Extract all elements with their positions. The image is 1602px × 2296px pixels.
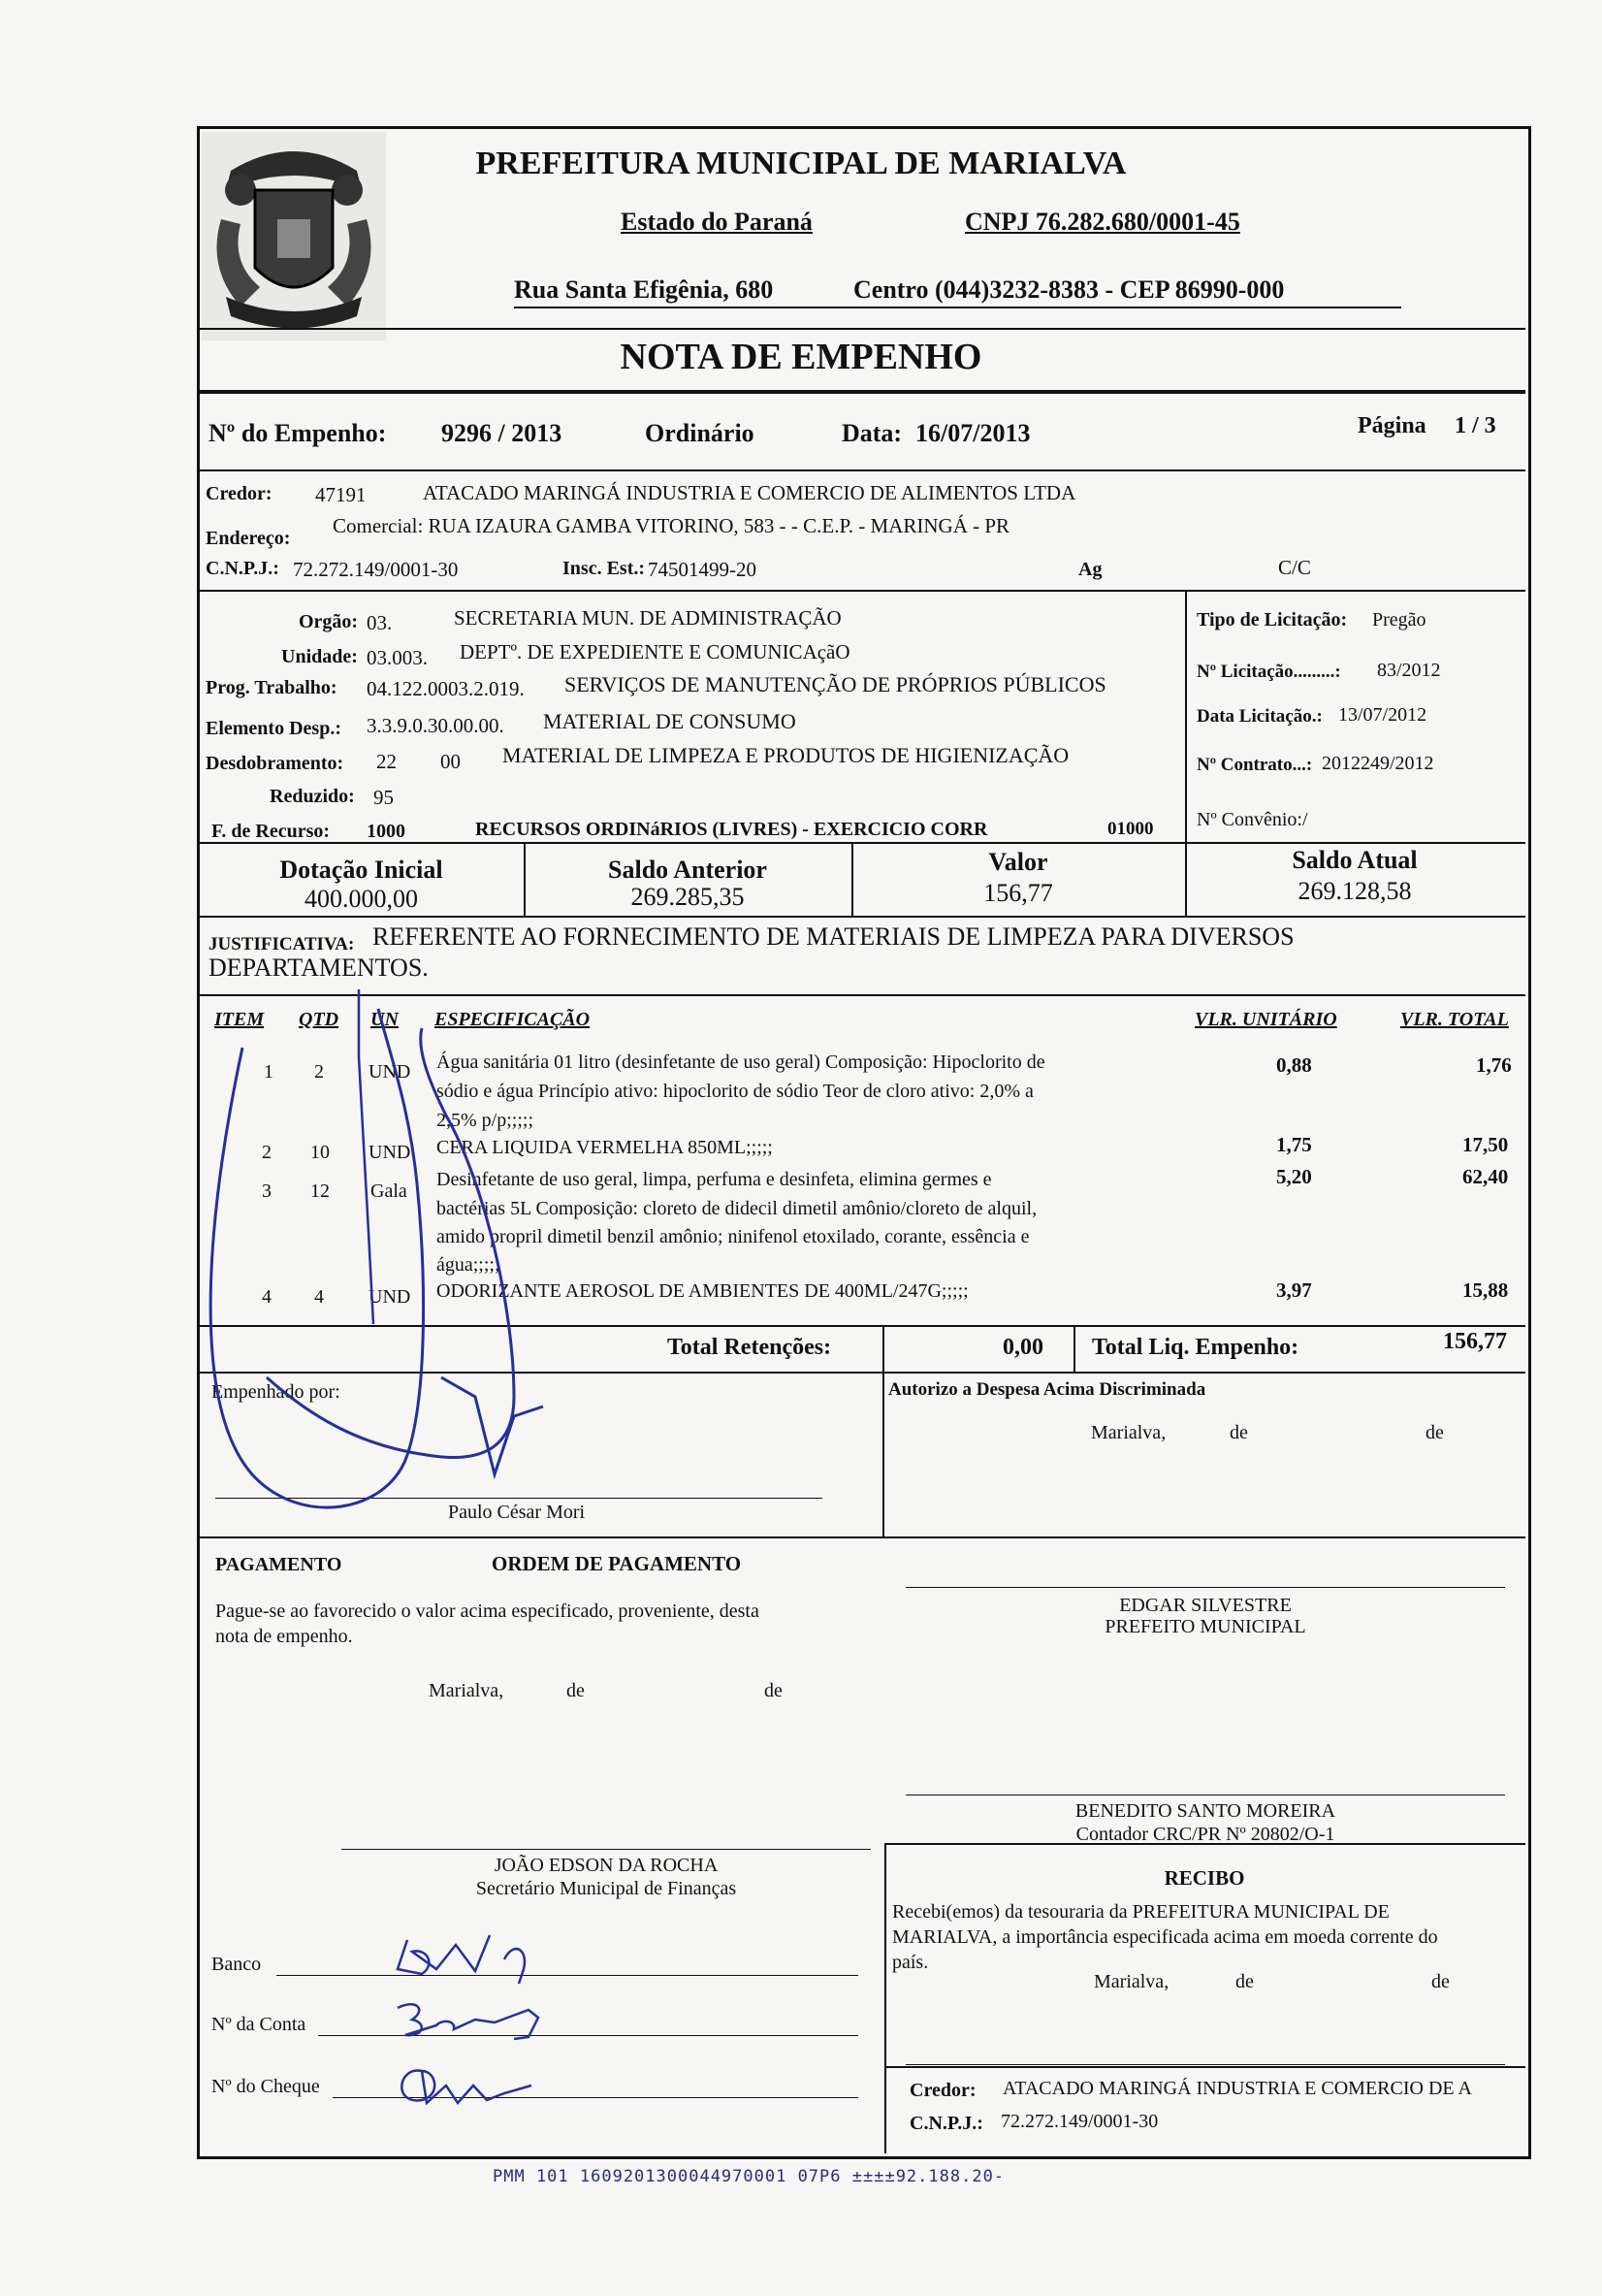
- unidade-code: 03.003.: [367, 646, 428, 669]
- item-number: 4: [262, 1286, 272, 1308]
- item-spec-line: CERA LIQUIDA VERMELHA 850ML;;;;;: [436, 1137, 773, 1158]
- header-address: Centro (044)3232-8383 - CEP 86990-000: [853, 275, 1285, 304]
- contador-name: BENEDITO SANTO MOREIRA: [1074, 1800, 1336, 1822]
- divider: [199, 916, 1525, 918]
- item-total-value: 17,50: [1462, 1133, 1509, 1156]
- item-unit-value: 3,97: [1276, 1278, 1312, 1302]
- items-col-vlr-unit: VLR. UNITÁRIO: [1195, 1009, 1337, 1030]
- divider: [199, 469, 1525, 471]
- item-spec-line: Desinfetante de uso geral, limpa, perfuma e desinfeta, elimina germes e: [436, 1169, 992, 1190]
- credor-cnpj: 72.272.149/0001-30: [293, 558, 459, 581]
- secretario-role: Secretário Municipal de Finanças: [475, 1878, 737, 1899]
- divider: [1073, 1325, 1075, 1374]
- bottom-stamp: PMM 101 1609201300044970001 07P6 ±±±±92.188.20-: [493, 2167, 1006, 2186]
- item-qtd: 10: [310, 1142, 330, 1163]
- secretario-name: JOÃO EDSON DA ROCHA: [494, 1855, 719, 1876]
- recibo-text-line3: país.: [892, 1952, 929, 1973]
- conta-label: Nº da Conta: [211, 2014, 306, 2035]
- pagamento-de2: de: [764, 1680, 783, 1701]
- empenho-number: 9296 / 2013: [441, 419, 562, 447]
- handwritten-signature-icon: [194, 989, 659, 1533]
- header-street: Rua Santa Efigênia, 680: [514, 275, 774, 304]
- orgao-code: 03.: [367, 611, 393, 634]
- saldo-atual-label: Saldo Atual: [1292, 846, 1418, 874]
- reduzido-label: Reduzido:: [270, 786, 355, 807]
- prog-name: SERVIÇOS DE MANUTENÇÃO DE PRÓPRIOS PÚBLICOS: [564, 672, 1106, 696]
- contrato-number: 2012249/2012: [1322, 753, 1434, 774]
- item-unit-value: 0,88: [1276, 1053, 1312, 1077]
- item-qtd: 12: [310, 1180, 330, 1202]
- recibo-place: Marialva,: [1094, 1971, 1169, 1992]
- licitacao-number: 83/2012: [1377, 660, 1441, 681]
- cnpj-label: C.N.P.J.:: [206, 558, 279, 579]
- item-number: 1: [264, 1061, 273, 1083]
- prog-code: 04.122.0003.2.019.: [367, 677, 525, 700]
- recurso-code: 1000: [367, 821, 405, 842]
- item-number: 2: [262, 1142, 272, 1163]
- item-un: UND: [368, 1061, 411, 1083]
- header-underline: [514, 307, 1401, 308]
- saldo-anterior-value: 269.285,35: [630, 883, 745, 911]
- recibo-de1: de: [1235, 1971, 1254, 1992]
- page-label: Página: [1358, 413, 1426, 438]
- prefeito-name: EDGAR SILVESTRE: [1119, 1595, 1292, 1616]
- item-unit-value: 1,75: [1276, 1133, 1312, 1156]
- ag-label: Ag: [1078, 559, 1103, 580]
- pagamento-place: Marialva,: [429, 1680, 504, 1701]
- reduzido-value: 95: [373, 786, 394, 809]
- credor-code: 47191: [315, 483, 367, 506]
- divider: [882, 1372, 884, 1536]
- justificativa-line1: REFERENTE AO FORNECIMENTO DE MATERIAIS DE LIMPEZA PARA DIVERSOS: [372, 922, 1295, 951]
- recibo-de2: de: [1431, 1971, 1450, 1992]
- elemento-name: MATERIAL DE CONSUMO: [543, 709, 796, 733]
- recibo-text-line2: MARIALVA, a importância especificada acima em moeda corrente do: [892, 1926, 1438, 1948]
- empenho-date-label: Data:: [842, 419, 903, 447]
- autorizo-de2: de: [1426, 1422, 1444, 1443]
- items-col-spec: ESPECIFICAÇÃO: [434, 1009, 591, 1030]
- credor-label: Credor:: [206, 483, 272, 504]
- empenhado-name: Paulo César Mori: [448, 1502, 586, 1523]
- page-title: PREFEITURA MUNICIPAL DE MARIALVA: [475, 146, 1127, 181]
- page-number: 1 / 3: [1455, 413, 1496, 438]
- total-liquido-value: 156,77: [1443, 1329, 1507, 1354]
- divider: [882, 1325, 884, 1374]
- signature-line: [341, 1849, 871, 1850]
- rodape-cnpj: 72.272.149/0001-30: [1001, 2111, 1159, 2132]
- item-unit-value: 5,20: [1276, 1165, 1312, 1188]
- rodape-cnpj-label: C.N.P.J.:: [910, 2113, 983, 2134]
- signature-line: [906, 1587, 1505, 1588]
- dotacao-label: Dotação Inicial: [279, 856, 443, 884]
- divider: [884, 2066, 1525, 2068]
- recurso-name: RECURSOS ORDINáRIOS (LIVRES) - EXERCICIO CORR: [475, 819, 988, 840]
- desdob-name: MATERIAL DE LIMPEZA E PRODUTOS DE HIGIENIZAÇÃO: [502, 743, 1070, 767]
- total-liquido-label: Total Liq. Empenho:: [1092, 1335, 1299, 1360]
- tipo-licitacao: Pregão: [1372, 609, 1426, 631]
- recibo-text-line1: Recebi(emos) da tesouraria da PREFEITURA MUNICIPAL DE: [892, 1901, 1390, 1923]
- retencoes-value: 0,00: [1003, 1335, 1043, 1360]
- divider: [199, 328, 1525, 330]
- orgao-label: Orgão:: [299, 611, 359, 632]
- pagamento-label: PAGAMENTO: [215, 1554, 342, 1575]
- item-spec-line: água;;;;;: [436, 1254, 500, 1276]
- item-total-value: 62,40: [1462, 1165, 1509, 1188]
- dotacao-value: 400.000,00: [304, 885, 418, 913]
- pagamento-de1: de: [566, 1680, 585, 1701]
- orgao-name: SECRETARIA MUN. DE ADMINISTRAÇÃO: [454, 606, 842, 630]
- tipo-licitacao-label: Tipo de Licitação:: [1197, 609, 1348, 631]
- saldo-anterior-label: Saldo Anterior: [608, 856, 767, 884]
- item-un: UND: [368, 1286, 411, 1308]
- pagamento-text-line2: nota de empenho.: [215, 1626, 353, 1647]
- item-qtd: 4: [314, 1286, 324, 1308]
- recurso-label: F. de Recurso:: [211, 821, 331, 842]
- contrato-label: Nº Contrato...:: [1197, 755, 1313, 775]
- item-spec-line: 2,5% p/p;;;;;: [436, 1110, 533, 1131]
- item-total-value: 15,88: [1462, 1278, 1509, 1302]
- item-number: 3: [262, 1180, 272, 1202]
- prog-label: Prog. Trabalho:: [206, 677, 337, 698]
- items-col-item: ITEM: [214, 1009, 265, 1030]
- items-col-un: UN: [370, 1009, 399, 1030]
- divider: [199, 842, 1525, 844]
- divider: [199, 590, 1525, 592]
- contador-role: Contador CRC/PR Nº 20802/O-1: [1075, 1824, 1335, 1845]
- empenhado-label: Empenhado por:: [211, 1381, 340, 1403]
- divider: [1185, 590, 1187, 842]
- insc-label: Insc. Est.:: [562, 558, 646, 579]
- recibo-label: RECIBO: [1164, 1866, 1245, 1890]
- autorizo-label: Autorizo a Despesa Acima Discriminada: [888, 1379, 1206, 1400]
- header-cnpj: CNPJ 76.282.680/0001-45: [965, 208, 1240, 236]
- convenio-label: Nº Convênio:/: [1197, 809, 1308, 830]
- retencoes-label: Total Retenções:: [667, 1335, 832, 1360]
- divider: [884, 1843, 1525, 1845]
- document-title: NOTA DE EMPENHO: [620, 337, 982, 377]
- autorizo-de1: de: [1230, 1422, 1248, 1443]
- saldo-atual-value: 269.128,58: [1298, 877, 1412, 905]
- unidade-label: Unidade:: [281, 646, 358, 667]
- items-col-qtd: QTD: [299, 1009, 339, 1030]
- rodape-credor-name: ATACADO MARINGÁ INDUSTRIA E COMERCIO DE A: [1003, 2078, 1472, 2099]
- desdob-label: Desdobramento:: [206, 753, 344, 774]
- licitacao-date-label: Data Licitação.:: [1197, 706, 1323, 727]
- credor-address: Comercial: RUA IZAURA GAMBA VITORINO, 583 - - C.E.P. - MARINGÁ - PR: [333, 514, 1010, 537]
- divider: [199, 1536, 1525, 1538]
- licitacao-number-label: Nº Licitação.........:: [1197, 662, 1341, 682]
- cheque-label: Nº do Cheque: [211, 2076, 320, 2097]
- rodape-credor-label: Credor:: [910, 2080, 977, 2101]
- item-un: UND: [368, 1142, 411, 1163]
- pagamento-text-line1: Pague-se ao favorecido o valor acima especificado, proveniente, desta: [215, 1601, 759, 1622]
- item-spec-line: sódio e água Princípio ativo: hipoclorito de sódio Teor de cloro ativo: 2,0% a: [436, 1081, 1034, 1102]
- handwritten-initials-icon: [368, 1930, 601, 2115]
- banco-label: Banco: [211, 1954, 262, 1975]
- elemento-code: 3.3.9.0.30.00.00.: [367, 714, 504, 737]
- signature-line: [906, 2064, 1505, 2065]
- divider: [199, 390, 1525, 394]
- item-qtd: 2: [314, 1061, 324, 1083]
- unidade-name: DEPTº. DE EXPEDIENTE E COMUNICAçãO: [460, 640, 850, 663]
- desdob-a: 22: [376, 750, 397, 773]
- credor-insc: 74501499-20: [648, 558, 756, 581]
- elemento-label: Elemento Desp.:: [206, 718, 341, 739]
- item-spec-line: Água sanitária 01 litro (desinfetante de uso geral) Composição: Hipoclorito de: [436, 1051, 1045, 1073]
- empenho-number-label: Nº do Empenho:: [208, 419, 387, 447]
- recurso-number: 01000: [1107, 819, 1154, 839]
- valor-label: Valor: [988, 848, 1048, 876]
- endereco-label: Endereço:: [206, 528, 291, 549]
- item-un: Gala: [370, 1180, 407, 1202]
- item-spec-line: ODORIZANTE AEROSOL DE AMBIENTES DE 400ML/247G;;;;;: [436, 1280, 969, 1302]
- credor-name: ATACADO MARINGÁ INDUSTRIA E COMERCIO DE ALIMENTOS LTDA: [423, 481, 1076, 504]
- items-col-vlr-total: VLR. TOTAL: [1400, 1009, 1509, 1030]
- cc-label: C/C: [1278, 556, 1311, 579]
- item-spec-line: bactérias 5L Composição: cloreto de didecil dimetil amônio/cloreto de alquil,: [436, 1198, 1038, 1219]
- empenho-type: Ordinário: [645, 419, 754, 447]
- ordem-pagamento-label: ORDEM DE PAGAMENTO: [492, 1552, 742, 1575]
- autorizo-place: Marialva,: [1091, 1422, 1167, 1443]
- desdob-b: 00: [440, 750, 461, 773]
- valor-value: 156,77: [983, 879, 1053, 907]
- licitacao-date: 13/07/2012: [1338, 704, 1427, 726]
- item-total-value: 1,76: [1476, 1053, 1512, 1077]
- state-name: Estado do Paraná: [621, 208, 813, 236]
- justificativa-label: JUSTIFICATIVA:: [208, 934, 355, 954]
- item-spec-line: amido propril dimetil benzil amônio; ninifenol etoxilado, corante, essência e: [436, 1226, 1030, 1247]
- empenho-date: 16/07/2013: [915, 419, 1031, 447]
- justificativa-line2: DEPARTAMENTOS.: [208, 954, 429, 982]
- prefeito-role: PREFEITO MUNICIPAL: [1105, 1616, 1306, 1637]
